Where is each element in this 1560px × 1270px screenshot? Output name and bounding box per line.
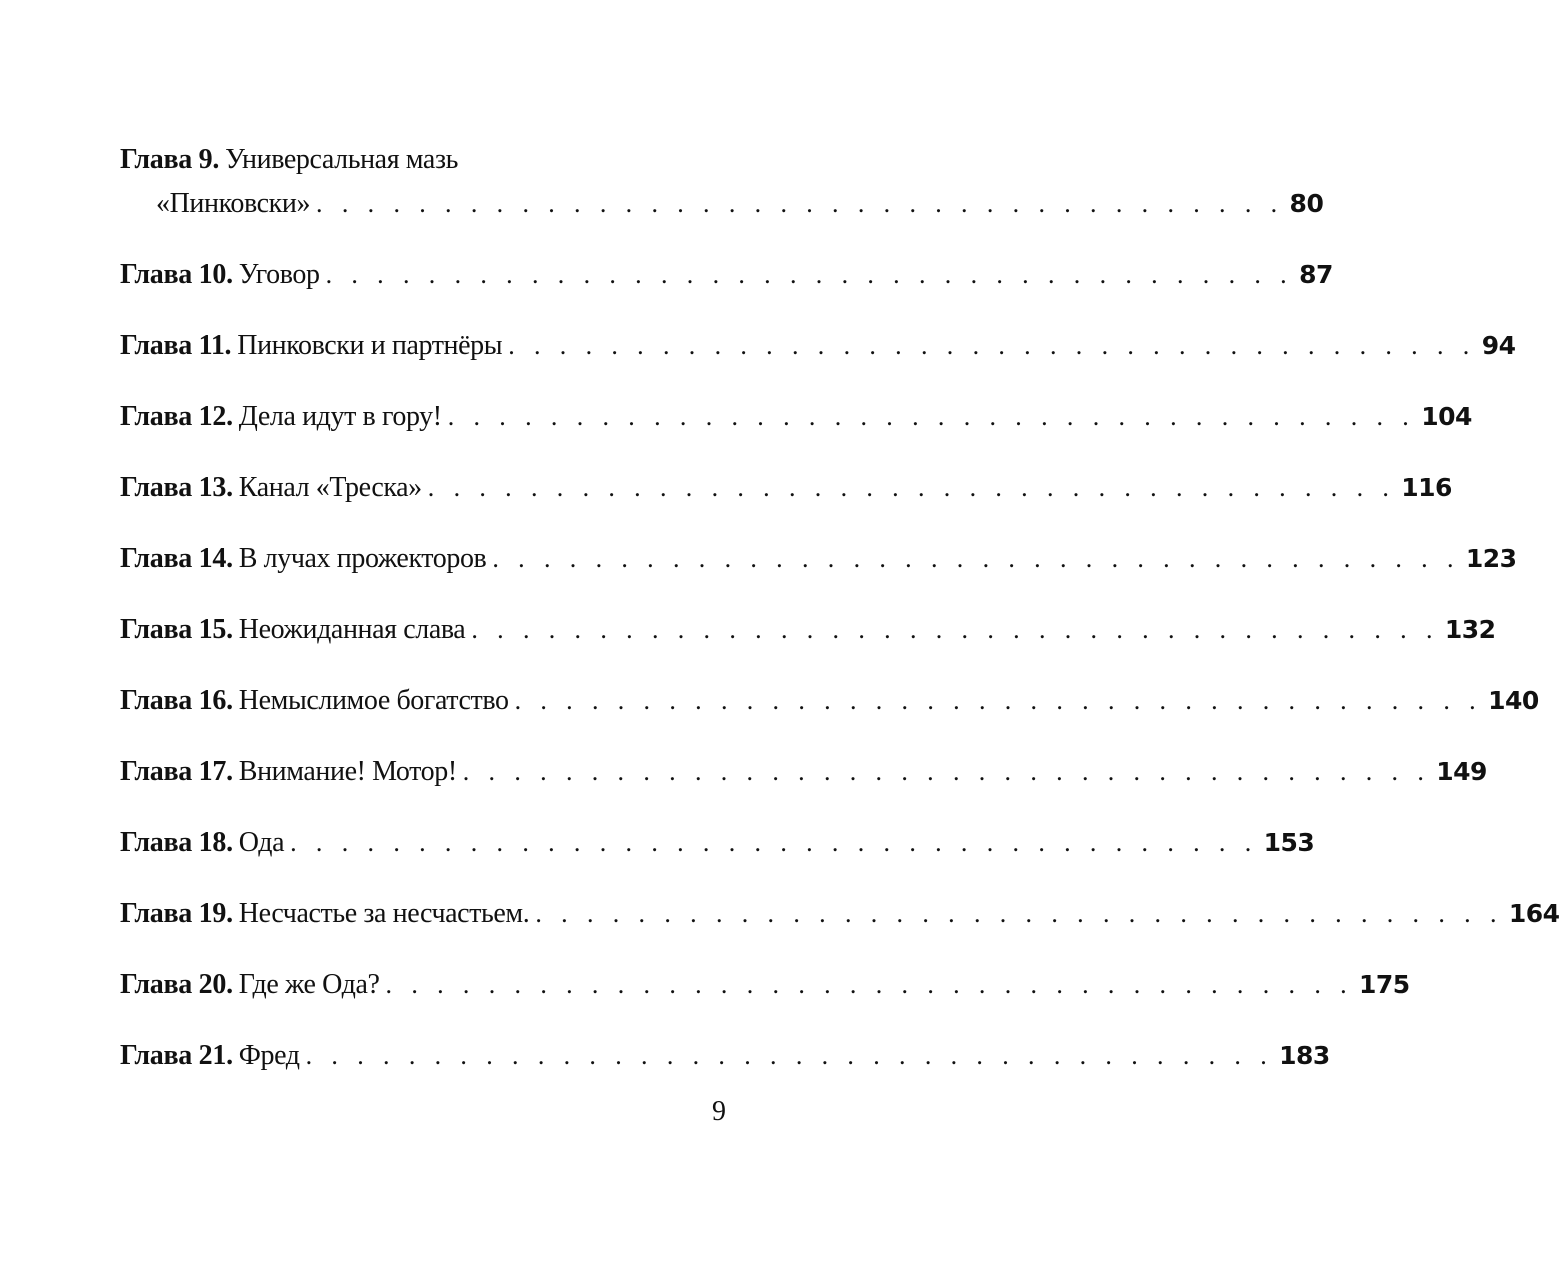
toc-entry-line	[120, 466, 1452, 510]
chapter-label: Глава 19.	[120, 898, 233, 929]
dot-leader: . . . . . . . . . . . . . . . . . . . . . . . . . . . . . . . . . . . . . .	[316, 189, 1284, 218]
page-folio-number: 9	[712, 1096, 726, 1127]
page-number: 94	[1481, 331, 1516, 360]
toc-entry-chapter-18[interactable]	[120, 821, 1315, 892]
page-number: 164	[1508, 899, 1560, 928]
page-number: 87	[1299, 260, 1333, 289]
dot-leader: . . . . . . . . . . . . . . . . . . . . . . . . . . . . . . . . . . . . . .	[492, 544, 1460, 573]
page-number: 183	[1279, 1041, 1330, 1070]
chapter-title: Ода	[238, 827, 285, 858]
toc-entry-chapter-17[interactable]	[120, 750, 1487, 821]
toc-entry-line	[120, 608, 1496, 652]
dot-leader: . . . . . . . . . . . . . . . . . . . . . . . . . . . . . . . . . . . . . .	[471, 615, 1439, 644]
toc-entry-line	[120, 750, 1487, 794]
dot-leader: . . . . . . . . . . . . . . . . . . . . . . . . . . . . . . . . . . . . . .	[305, 1041, 1274, 1070]
toc-entry-chapter-19[interactable]	[120, 892, 1560, 963]
page-number: 149	[1436, 757, 1487, 786]
toc-entry-chapter-9[interactable]	[120, 138, 1324, 253]
chapter-label: Глава 20.	[120, 969, 233, 1000]
toc-entry-line	[120, 537, 1517, 581]
chapter-label: Глава 10.	[120, 259, 233, 290]
chapter-title: В лучах прожекторов	[238, 543, 487, 574]
chapter-title: Где же Ода?	[238, 969, 380, 1000]
toc-entry-chapter-10[interactable]	[120, 253, 1333, 324]
page-number: 132	[1444, 615, 1496, 644]
page-number: 104	[1421, 402, 1472, 431]
chapter-label: Глава 17.	[120, 756, 233, 787]
toc-entry-line	[120, 679, 1539, 723]
page-number: 175	[1359, 970, 1410, 999]
toc-entry-line	[120, 395, 1472, 439]
toc-entry-chapter-13[interactable]	[120, 466, 1452, 537]
chapter-label: Глава 12.	[120, 401, 233, 432]
toc-entry-line	[120, 1034, 1330, 1078]
chapter-title: Дела идут в гору!	[238, 401, 442, 432]
toc-entry-chapter-20[interactable]	[120, 963, 1410, 1034]
dot-leader: . . . . . . . . . . . . . . . . . . . . . . . . . . . . . . . . . . . . . .	[462, 757, 1431, 786]
dot-leader: . . . . . . . . . . . . . . . . . . . . . . . . . . . . . . . . . . . . . .	[385, 970, 1354, 999]
toc-entry-line	[120, 892, 1560, 936]
table-of-contents	[120, 138, 1560, 1105]
toc-entry-line	[120, 963, 1410, 1007]
chapter-label: Глава 14.	[120, 543, 233, 574]
page-number: 153	[1263, 828, 1315, 857]
dot-leader: . . . . . . . . . . . . . . . . . . . . . . . . . . . . . . . . . . . . . .	[514, 686, 1483, 715]
chapter-title: Неожиданная слава	[238, 614, 466, 645]
page-number: 123	[1465, 544, 1517, 573]
dot-leader: . . . . . . . . . . . . . . . . . . . . . . . . . . . . . . . . . . . . . .	[427, 473, 1396, 502]
toc-entry-chapter-12[interactable]	[120, 395, 1472, 466]
page-number: 80	[1289, 189, 1324, 218]
chapter-title: Пинковски и партнёры	[237, 330, 503, 361]
chapter-title: Фред	[238, 1040, 300, 1071]
toc-entry-line	[120, 253, 1333, 297]
toc-entry-chapter-11[interactable]	[120, 324, 1516, 395]
dot-leader: . . . . . . . . . . . . . . . . . . . . . . . . . . . . . . . . . . . . . .	[447, 402, 1416, 431]
toc-entry-line	[120, 821, 1315, 865]
chapter-label: Глава 9.	[120, 144, 220, 175]
chapter-title: Несчастье за несчастьем.	[238, 898, 530, 929]
chapter-title-continued: «Пинковски»	[156, 188, 311, 219]
chapter-title: Канал «Треска»	[238, 472, 422, 503]
chapter-label: Глава 18.	[120, 827, 233, 858]
toc-entry-chapter-15[interactable]	[120, 608, 1496, 679]
chapter-label: Глава 21.	[120, 1040, 233, 1071]
toc-entry-chapter-16[interactable]	[120, 679, 1539, 750]
chapter-label: Глава 11.	[120, 330, 232, 361]
toc-entry-chapter-21[interactable]	[120, 1034, 1330, 1105]
chapter-title: Немыслимое богатство	[238, 685, 509, 716]
chapter-title: Уговор	[238, 259, 320, 290]
chapter-title: Универсальная мазь	[225, 144, 458, 175]
toc-entry-second-line	[120, 182, 1324, 226]
dot-leader: . . . . . . . . . . . . . . . . . . . . . . . . . . . . . . . . . . . . . .	[535, 899, 1503, 928]
chapter-label: Глава 15.	[120, 614, 233, 645]
chapter-label: Глава 16.	[120, 685, 233, 716]
chapter-title: Внимание! Мотор!	[238, 756, 457, 787]
dot-leader: . . . . . . . . . . . . . . . . . . . . . . . . . . . . . . . . . . . . . .	[290, 828, 1258, 857]
chapter-label: Глава 13.	[120, 472, 233, 503]
toc-entry-chapter-14[interactable]	[120, 537, 1517, 608]
dot-leader: . . . . . . . . . . . . . . . . . . . . . . . . . . . . . . . . . . . . . .	[508, 331, 1476, 360]
page-number: 116	[1401, 473, 1452, 502]
page-number: 140	[1488, 686, 1539, 715]
toc-entry-line	[120, 324, 1516, 368]
dot-leader: . . . . . . . . . . . . . . . . . . . . . . . . . . . . . . . . . . . . . .	[325, 260, 1294, 289]
toc-entry-first-line	[120, 138, 727, 182]
